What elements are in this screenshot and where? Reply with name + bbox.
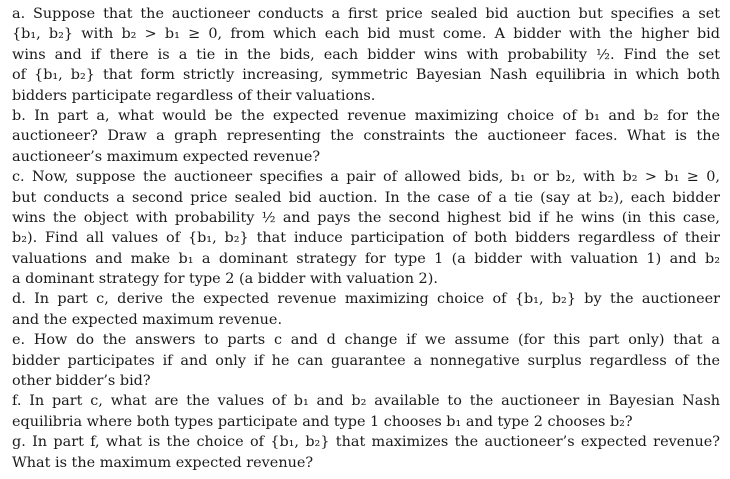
text-line: valuations and make b₁ a dominant strategy for type 1 (a bidder with valuation 1) and b₂ — [12, 250, 720, 267]
text-line: a. Suppose that the auctioneer conducts a first price sealed bid auction but specifies a set — [12, 6, 720, 22]
text-line: wins the object with probability ½ and pays the second highest bid if he wins (in this case, — [12, 209, 720, 226]
text-line: wins and if there is a tie in the bids, each bidder wins with probability ½. Find the set — [12, 46, 720, 63]
text-line: What is the maximum expected revenue? — [12, 454, 314, 471]
text-line: but conducts a second price sealed bid auction. In the case of a tie (say at b₂), each bidder — [12, 189, 720, 206]
text-line: f. In part c, what are the values of b₁ and b₂ available to the auctioneer in Bayesian Nash — [12, 393, 720, 410]
text-line: c. Now, suppose the auctioneer specifies a pair of allowed bids, b₁ or b₂, with b₂ > b₁ ≥ 0, — [12, 169, 720, 186]
text-line: e. How do the answers to parts c and d change if we assume (for this part only) that a — [12, 332, 720, 349]
text-line: bidders participate regardless of their valuations. — [12, 87, 376, 104]
text-line: bidder participates if and only if he can guarantee a nonnegative surplus regardless of the — [12, 352, 720, 369]
text-line: auctioneer? Draw a graph representing the constraints the auctioneer faces. What is the — [12, 128, 720, 145]
problem-text — [12, 4, 720, 473]
text-line: b. In part a, what would be the expected revenue maximizing choice of b₁ and b₂ for the — [12, 107, 720, 124]
text-line: d. In part c, derive the expected revenue maximizing choice of {b₁, b₂} by the auctioneer — [12, 291, 720, 308]
text-line: {b₁, b₂} with b₂ > b₁ ≥ 0, from which each bid must come. A bidder with the higher bid — [12, 26, 720, 43]
text-line: other bidder’s bid? — [12, 373, 151, 390]
text-line: and the expected maximum revenue. — [12, 311, 283, 328]
text-line: b₂). Find all values of {b₁, b₂} that induce participation of both bidders regardless of their — [12, 230, 720, 247]
text-line: of {b₁, b₂} that form strictly increasing, symmetric Bayesian Nash equilibria in which both — [12, 67, 720, 84]
text-line: equilibria where both types participate and type 1 chooses b₁ and type 2 chooses b₂? — [12, 413, 633, 430]
text-line: auctioneer’s maximum expected revenue? — [12, 148, 321, 165]
text-line: a dominant strategy for type 2 (a bidder with valuation 2). — [12, 271, 438, 288]
text-line: g. In part f, what is the choice of {b₁, b₂} that maximizes the auctioneer’s expected revenue? — [12, 434, 720, 451]
